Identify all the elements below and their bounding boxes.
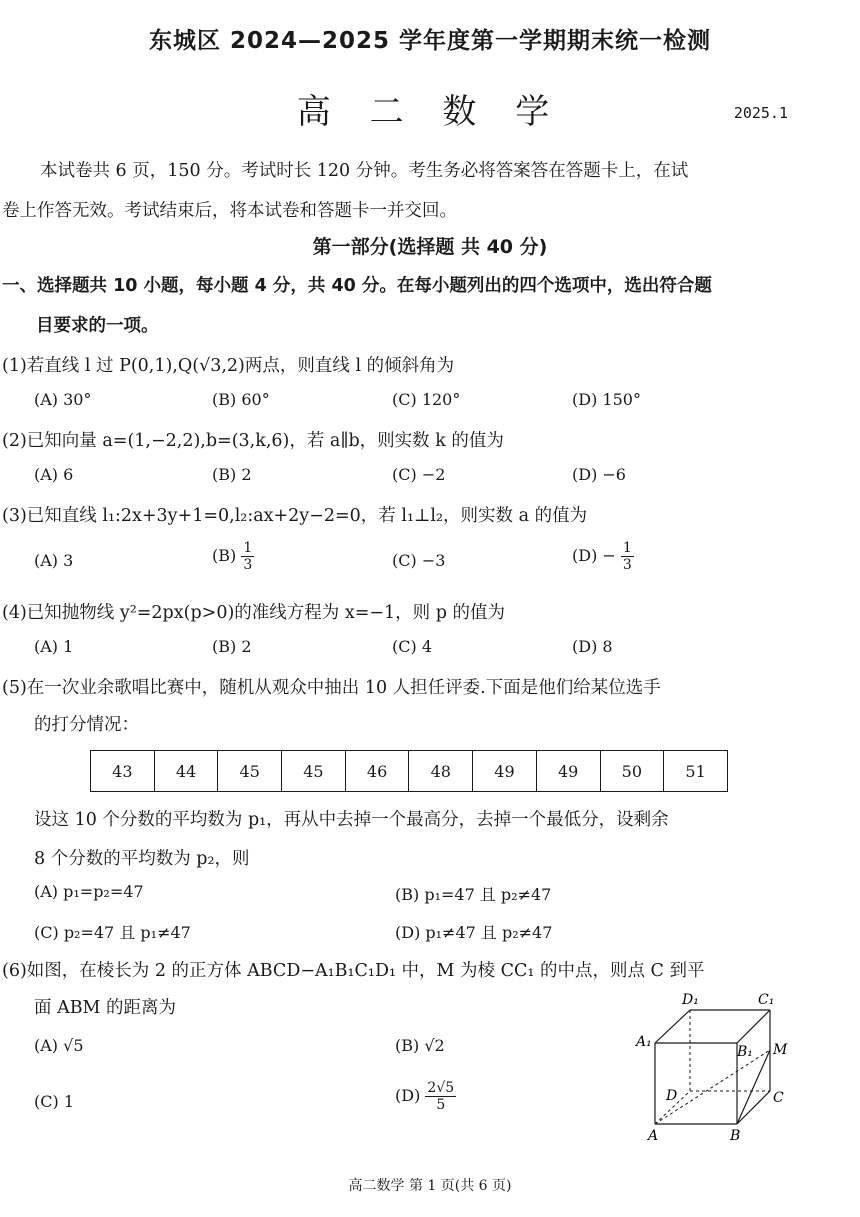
q1-option-b: (B) 60°	[212, 390, 270, 409]
q6-option-d	[395, 1080, 456, 1113]
q3-stem: (3)已知直线 l₁:2x+3y+1=0,l₂:ax+2y−2=0，若 l₁⊥l₂，则实数 a 的值为	[2, 506, 588, 526]
q2-option-b: (B) 2	[212, 465, 252, 484]
q2-stem: (2)已知向量 a=(1,−2,2),b=(3,k,6)，若 a∥b，则实数 k 的值为	[2, 431, 504, 451]
q3-option-a: (A) 3	[34, 551, 74, 570]
q3-option-b	[212, 540, 254, 573]
score-cell: 46	[345, 751, 409, 792]
q5-option-c: (C) p₂=47 且 p₁≠47	[34, 923, 191, 942]
q2-option-c: (C) −2	[392, 465, 446, 484]
q6-option-a: (A) √5	[34, 1036, 84, 1055]
q6-option-c: (C) 1	[34, 1092, 74, 1111]
q4-option-b: (B) 2	[212, 637, 252, 656]
q4-stem: (4)已知抛物线 y²=2px(p>0)的准线方程为 x=−1，则 p 的值为	[2, 603, 505, 623]
score-cell: 48	[409, 751, 473, 792]
q6-option-d-denominator: 5	[436, 1097, 446, 1113]
q6-option-d-prefix: (D)	[395, 1086, 421, 1105]
score-cell: 43	[91, 751, 155, 792]
label-c: C	[773, 1090, 784, 1106]
edge-a1-d1	[655, 1010, 690, 1043]
hidden-segment-a-m	[655, 1050, 770, 1124]
q3-option-d	[572, 540, 634, 573]
label-a1: A₁	[636, 1034, 652, 1050]
q2-option-a: (A) 6	[34, 465, 74, 484]
q3-option-d-fraction	[621, 540, 634, 573]
part1-instructions-1: 一、选择题共 10 小题，每小题 4 分，共 40 分。在每小题列出的四个选项中，选出符合题	[2, 276, 712, 296]
score-cell: 45	[282, 751, 346, 792]
q5-stem-1: (5)在一次业余歌唱比赛中，随机从观众中抽出 10 人担任评委.下面是他们给某位选手	[2, 678, 661, 698]
q3-option-b-numerator: 1	[243, 540, 253, 556]
q5-stem-2: 的打分情况：	[34, 715, 139, 735]
q6-stem-1: (6)如图，在棱长为 2 的正方体 ABCD−A₁B₁C₁D₁ 中，M 为棱 CC₁ 的中点，则点 C 到平	[2, 961, 705, 981]
intro-line-2: 卷上作答无效。考试结束后，将本试卷和答题卡一并交回。	[2, 201, 457, 221]
q5-stem-4: 8 个分数的平均数为 p₂，则	[34, 849, 250, 869]
score-cell: 49	[473, 751, 537, 792]
score-cell: 50	[600, 751, 664, 792]
part1-heading: 第一部分(选择题 共 40 分)	[312, 236, 548, 258]
q6-option-d-numerator: 2√5	[427, 1080, 455, 1096]
subject-title: 高 二 数 学	[296, 92, 564, 132]
exam-date: 2025.1	[733, 104, 788, 122]
q5-option-d: (D) p₁≠47 且 p₂≠47	[395, 923, 553, 942]
q5-option-a: (A) p₁=p₂=47	[34, 882, 144, 901]
label-m: M	[773, 1042, 788, 1058]
q5-stem-3: 设这 10 个分数的平均数为 p₁，再从中去掉一个最高分，去掉一个最低分，设剩余	[34, 810, 669, 830]
q1-option-d: (D) 150°	[572, 390, 641, 409]
score-cell: 49	[536, 751, 600, 792]
label-c1: C₁	[758, 992, 775, 1008]
cube-figure	[630, 990, 800, 1150]
score-cell: 51	[664, 751, 728, 792]
q6-stem-2: 面 ABM 的距离为	[34, 998, 177, 1018]
q3-option-c: (C) −3	[392, 551, 446, 570]
score-cell: 44	[154, 751, 218, 792]
q6-option-b: (B) √2	[395, 1036, 445, 1055]
q3-option-d-denominator: 3	[622, 557, 632, 573]
label-b: B	[730, 1128, 741, 1144]
q3-option-d-numerator: 1	[622, 540, 632, 556]
q3-option-b-denominator: 3	[243, 557, 253, 573]
page-footer: 高二数学 第 1 页(共 6 页)	[348, 1178, 512, 1194]
label-a: A	[648, 1128, 659, 1144]
label-d1: D₁	[682, 992, 699, 1008]
scores-row	[91, 751, 728, 792]
q1-option-c: (C) 120°	[392, 390, 461, 409]
exam-title: 东城区 2024—2025 学年度第一学期期末统一检测	[148, 28, 712, 54]
q3-option-b-fraction	[241, 540, 254, 573]
q4-option-c: (C) 4	[392, 637, 432, 656]
q3-option-b-prefix: (B)	[212, 546, 237, 565]
q4-option-d: (D) 8	[572, 637, 613, 656]
q5-option-b: (B) p₁=47 且 p₂≠47	[395, 885, 552, 904]
q3-option-d-prefix: (D) −	[572, 546, 616, 565]
q1-option-a: (A) 30°	[34, 390, 92, 409]
label-b1: B₁	[737, 1044, 753, 1060]
q6-option-d-fraction	[425, 1080, 456, 1113]
q2-option-d: (D) −6	[572, 465, 626, 484]
intro-line-1: 本试卷共 6 页，150 分。考试时长 120 分钟。考生务必将答案答在答题卡上，在试	[40, 161, 689, 181]
label-d: D	[666, 1088, 678, 1104]
part1-instructions-2: 目要求的一项。	[36, 316, 159, 336]
score-cell: 45	[218, 751, 282, 792]
scores-table	[90, 750, 728, 792]
q1-stem: (1)若直线 l 过 P(0,1),Q(√3,2)两点，则直线 l 的倾斜角为	[2, 356, 455, 376]
edge-b1-c1	[737, 1010, 770, 1043]
q4-option-a: (A) 1	[34, 637, 74, 656]
edge-b-c	[737, 1091, 770, 1124]
